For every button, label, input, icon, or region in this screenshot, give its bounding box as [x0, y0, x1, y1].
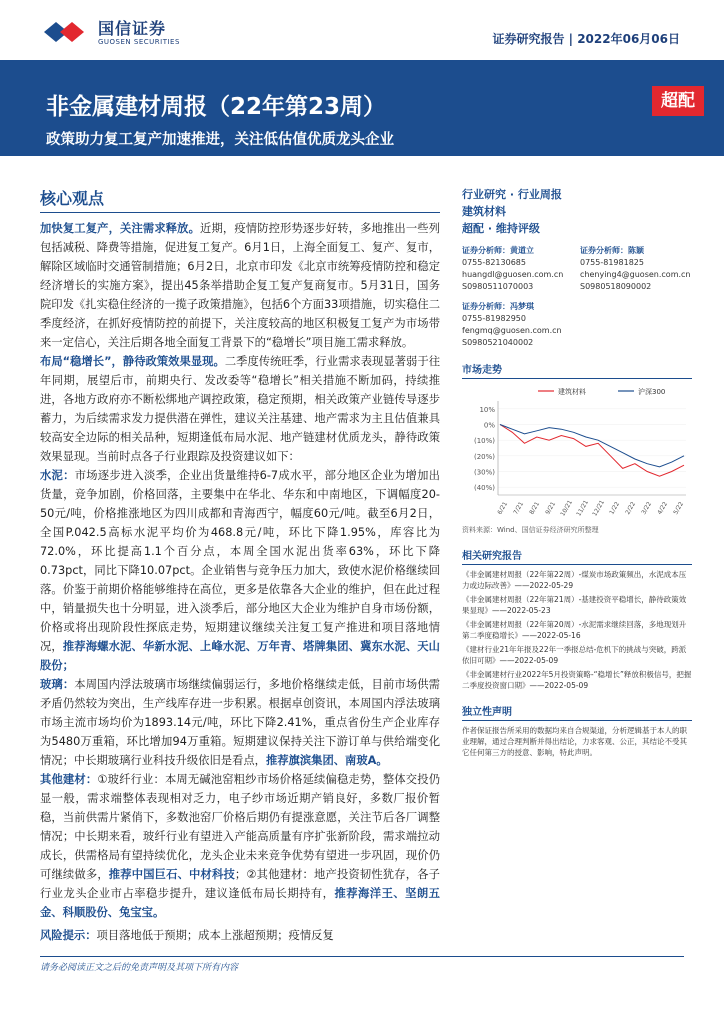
report-subtitle: 政策助力复工复产加速推进，关注低估值优质龙头企业: [46, 132, 394, 148]
paragraph-cement: [40, 466, 440, 675]
rec-other: 推荐海洋王、坚朗五金、科顺股份、兔宝宝。: [40, 887, 440, 919]
x-tick-label: 9/21: [544, 500, 558, 516]
y-tick-label: (40%): [473, 484, 495, 493]
text-other: ①玻纤行业：本周无碱池窑粗纱市场价格延续偏稳走势，整体交投仍显一般，需求端整体表现相对乏力，电子纱市场近期产销良好，多数厂报价暂稳，当前供需片紧俏下，多数池窑厂价格后期仍有提涨意愿，关注节后各厂调整情况；中长期来看，玻纤行业有望进入产能高质量有序扩张新阶段，需求端拉动成长，供需格局有望持续优化，龙头企业未来竞争优势有望进一步巩固，现价仍可继续做多，: [40, 773, 440, 881]
paragraph-risk: [40, 926, 440, 945]
trend-chart-svg: [462, 383, 692, 523]
analyst-cert: S0980511070003: [462, 282, 534, 291]
x-tick-label: 8/21: [528, 500, 542, 516]
text-recovery: 近期，疫情防控形势逐步好转，多地推出一些列包括减税、降费等措施，促进复工复产。6月1日，上海全面复工、复产、复市，解除区域临时交通管制措施；6月2日，北京市印发《北京市统筹疫情防控和稳定经济增长的实施方案》，提出45条举措助企复工复产复商复市。5月31日，国务院印发《扎实稳住经济的一揽子政策措施》，包括6个方面33项措施，切实稳住二季度经济，在抓好疫情防控的前提下，关注度较高的地区积极复工复产为市场带来一定信心，关注后期各地全面复工背景下的“稳增长”项目施工需求释放。: [40, 222, 441, 349]
x-tick-label: 4/22: [656, 500, 670, 516]
analyst-email[interactable]: fengmq@guosen.com.cn: [462, 326, 562, 335]
analyst-cert: S0980518090002: [580, 282, 652, 291]
analyst-name: 证券分析师：黄道立: [462, 246, 534, 255]
y-tick-label: (20%): [473, 452, 495, 461]
y-tick-label: 10%: [479, 405, 495, 414]
related-title: 相关研究报告: [462, 547, 692, 565]
declaration-text: 作者保证报告所采用的数据均来自合规渠道，分析逻辑基于本人的职业理解，通过合理判断并得出结论，力求客观、公正，其结论不受其它任何第三方的授意、影响，特此声明。: [462, 726, 687, 757]
analyst-phone: 0755-82130685: [462, 258, 526, 267]
chart-source: 资料来源：Wind、国信证券经济研究所整理: [462, 526, 599, 534]
rec-fiberglass: 推荐中国巨石、中材科技: [108, 868, 235, 881]
kw-cement: 水泥：: [40, 469, 75, 482]
related-report[interactable]: 《非金属建材周报（22年第20周）-水泥需求继续回落，多地现划升第二季度稳增长》——2022-05-16: [462, 620, 687, 640]
report-category: 行业研究 · 行业周报: [462, 188, 562, 201]
analyst-row-1: [462, 245, 692, 293]
x-tick-label: 7/21: [512, 500, 526, 516]
paragraph-stable-growth: [40, 352, 440, 466]
analyst-card: [580, 245, 692, 293]
y-tick-label: (10%): [473, 437, 495, 446]
trend-title: 市场走势: [462, 361, 692, 379]
x-tick-label: 2/22: [624, 500, 638, 516]
logo-english: GUOSEN SECURITIES: [98, 38, 180, 46]
related-report[interactable]: 《非金属建材行业2022年5月投资策略-“稳增长”释放积极信号，把握二季度投资窗口期》——2022-05-09: [462, 670, 692, 690]
related-report[interactable]: 《非金属建材周报（22年第21周）-基建投资平稳增长，静待政策效果显现》——2022-05-23: [462, 595, 687, 615]
core-view-column: [40, 186, 440, 945]
report-type-date: 证券研究报告 | 2022年06月06日: [492, 32, 680, 46]
analyst-phone: 0755-81982950: [462, 314, 526, 323]
report-header: [0, 0, 724, 58]
kw-glass: 玻璃：: [40, 678, 75, 691]
text-glass: 本周国内浮法玻璃市场继续偏弱运行，多地价格继续走低，目前市场供需矛盾仍然较为突出，生产线库存进一步积累。根据卓创资讯，本周国内浮法玻璃市场主流市场均价为1893.14元/吨，环比下降2.41%，重点省份生产企业库存为5480万重箱，环比增加94万重箱。短期建议保持关注下游订单与供给端变化情况；中长期玻璃行业科技升级依旧是看点，: [40, 678, 440, 767]
series-line-csi300: [500, 425, 684, 467]
analyst-cert: S0980521040002: [462, 338, 534, 347]
y-tick-label: (30%): [473, 468, 495, 477]
analyst-row-2: [462, 301, 692, 349]
x-tick-label: 5/22: [672, 500, 686, 516]
rating-line: 超配 · 维持评级: [462, 222, 540, 235]
footer-disclaimer: 请务必阅读正文之后的免责声明及其项下所有内容: [40, 956, 684, 973]
related-report[interactable]: 《建材行业21年年报及22年一季报总结-危机下的挑战与突破，跨派依旧可期》——2022-05-09: [462, 645, 687, 665]
x-tick-label: 12/21: [591, 499, 607, 518]
legend-label: 沪深300: [638, 388, 666, 396]
kw-stable-growth: 布局“稳增长”，静待政策效果显现。: [40, 355, 225, 368]
x-tick-label: 6/21: [496, 500, 510, 516]
x-tick-label: 1/22: [608, 500, 622, 516]
logo-name: 国信证券: [98, 19, 167, 38]
declaration-title: 独立性声明: [462, 703, 692, 721]
sidebar: [462, 186, 692, 758]
paragraph-glass: [40, 675, 440, 770]
analyst-name: 证券分析师：冯梦琪: [462, 302, 534, 311]
x-tick-label: 10/21: [559, 499, 575, 518]
analyst-name: 证券分析师：陈颖: [580, 246, 644, 255]
guosen-logo-icon: [44, 18, 92, 48]
rec-cement: 推荐海螺水泥、华新水泥、上峰水泥、万年青、塔牌集团、冀东水泥、天山股份；: [40, 640, 440, 672]
analyst-card: [462, 301, 574, 349]
paragraph-recovery: [40, 219, 440, 352]
text-risk: 项目落地低于预期；成本上涨超预期；疫情反复: [96, 929, 334, 942]
paragraph-other: [40, 770, 440, 922]
kw-recovery: 加快复工复产，关注需求释放。: [40, 222, 201, 235]
industry-name: 建筑材料: [462, 205, 506, 218]
core-view-title: 核心观点: [40, 186, 440, 213]
text-cement: 市场逐步进入淡季，企业出货量维持6-7成水平，部分地区企业为增加出货量，竞争加剧，价格回落，主要集中在华北、华东和中南地区，下调幅度20-50元/吨，价格推涨地区为四川成都和青海西宁，幅度60元/吨。截至6月2日，全国P.042.5高标水泥平均价为468.8元/吨，环比下降1.95%，库容比为72.0%，环比提高1.1个百分点，本周全国水泥出货率63%，环比下降0.73pct，同比下降10.07pct。企业销售与竞争压力加大，致使水泥价格继续回落。价鉴于前期价格能够维持在高位，更多是依靠各大企业的维护，但在此过程中，销量损失也十分明显，进入淡季后，部分地区大企业为维护自身市场份额，价格或将出现阶段性探底走势，短期建议继续关注复工复产推进和项目落地情况，: [40, 469, 440, 653]
legend-label: 建筑材料: [558, 388, 586, 396]
kw-risk: 风险提示：: [40, 929, 97, 942]
x-tick-label: 11/21: [575, 499, 591, 518]
kw-other: 其他建材：: [40, 773, 98, 786]
rating-badge: 超配: [652, 86, 704, 116]
analyst-phone: 0755-81981825: [580, 258, 644, 267]
y-tick-label: 0%: [483, 421, 495, 430]
related-report[interactable]: 《非金属建材周报（22年第22周）-煤炭市场政策频出，水泥成本压力或边际改善》——2022-05-29: [462, 570, 687, 590]
x-tick-label: 3/22: [640, 500, 654, 516]
market-trend-chart: [462, 383, 692, 523]
analyst-email[interactable]: chenying4@guosen.com.cn: [580, 270, 691, 279]
rec-glass: 推荐旗滨集团、南玻A。: [265, 754, 388, 767]
text-stable-growth: 二季度传统旺季，行业需求表现显著弱于往年同期，展望后市，前期央行、发改委等“稳增长”相关措施不断加码，持续推进，各地方政府亦不断松绑地产调控政策，稳定预期，相关政策产业链传导逐步蓄力，为后续需求发力提供潜在弹性，建议关注基建、地产需求为主且估值兼具较高安全边际的相关品种，短期逢低布局水泥、地产链建材优质龙头，静待政策效果显现。当前时点各子行业跟踪及投资建议如下：: [40, 355, 440, 463]
text-other-b: ；②其他建材：地产投资韧性犹存，各子行业龙头企业市占率稳步提升，建议逢低布局长期持有，: [40, 868, 440, 900]
analyst-email[interactable]: huangdl@guosen.com.cn: [462, 270, 564, 279]
report-title: 非金属建材周报（22年第23周）: [46, 94, 387, 120]
analyst-card: [462, 245, 574, 293]
series-line-building-materials: [500, 425, 684, 477]
